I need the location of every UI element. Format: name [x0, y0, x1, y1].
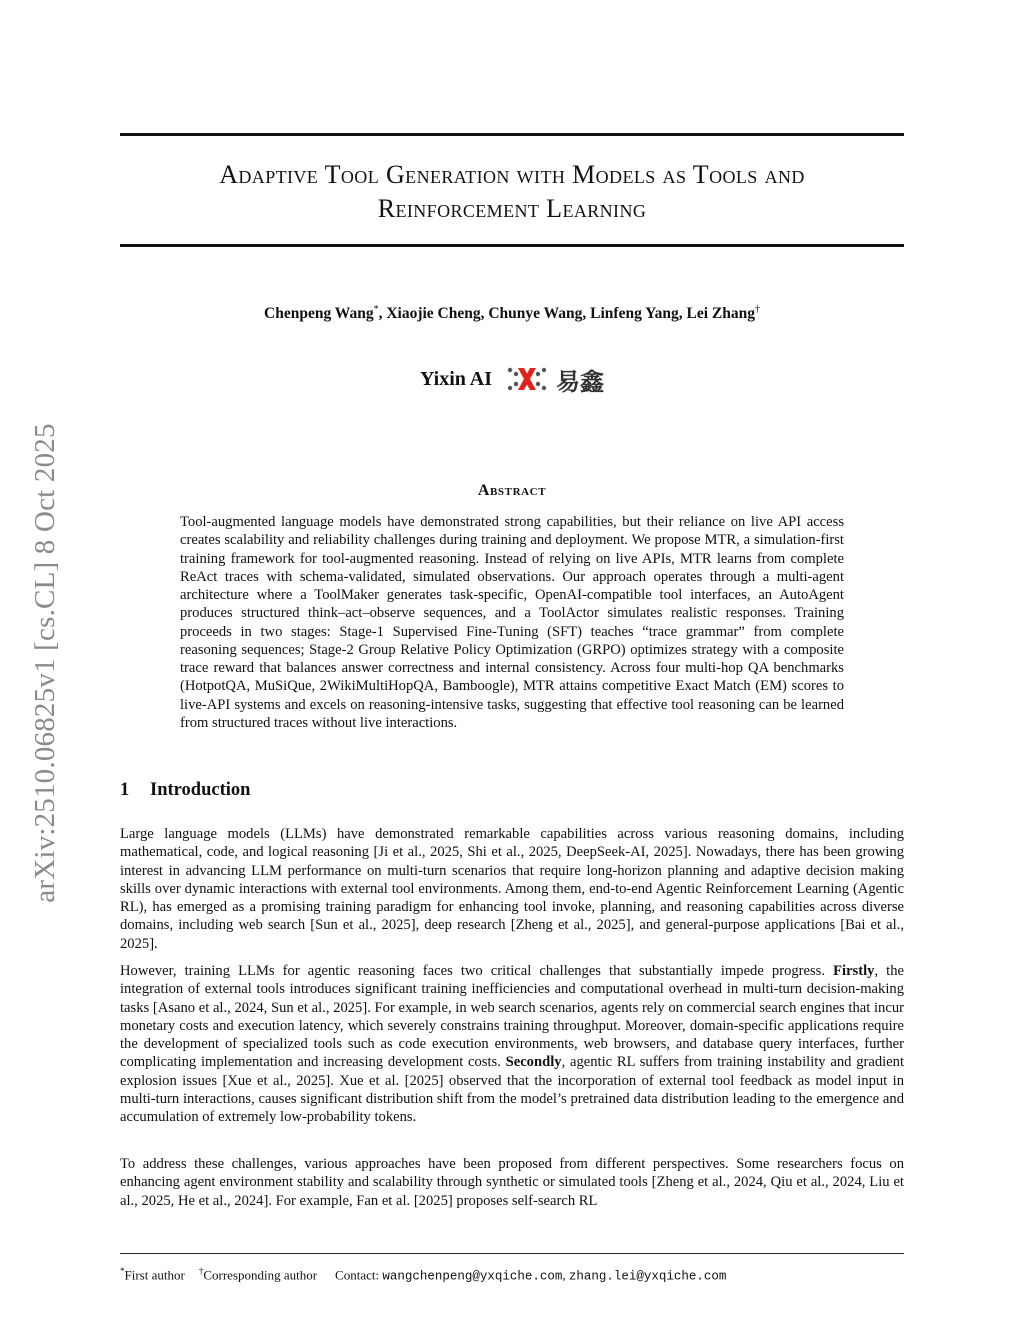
- affiliation: [120, 364, 904, 394]
- footnote-first-label: First author: [124, 1267, 185, 1283]
- paper-title: [120, 158, 904, 226]
- paragraph-2: [120, 962, 904, 1127]
- affiliation-name: Yixin AI: [419, 367, 493, 390]
- footnote-corr-mark: †: [198, 1266, 204, 1276]
- arxiv-identifier: arXiv:2510.06825v1 [cs.CL] 8 Oct 2025: [29, 423, 61, 903]
- footnote-email-1[interactable]: wangchenpeng@yxqiche.com: [382, 1269, 563, 1284]
- abstract-heading: Abstract: [477, 482, 547, 499]
- firstly-keyword: Firstly: [833, 963, 875, 979]
- author-others: , Xiaojie Cheng, Chunye Wang, Linfeng Yang, Lei Zhang: [378, 305, 755, 323]
- title-bottom-rule: [120, 244, 904, 247]
- yixin-x-logo-icon: [504, 364, 550, 394]
- author-first: Chenpeng Wang: [264, 305, 374, 323]
- paragraph-3: To address these challenges, various approaches have been proposed from different perspectives. Some researchers focus on enhancing agent environment stability and scalability through synthetic or simulated tools [Zheng et al., 2024, Qiu et al., 2024, Liu et al., 2025, He et al., 2024]. For example, Fan et al. [2025] proposes self-search RL: [120, 1156, 904, 1209]
- title-line-2: Reinforcement Learning: [377, 194, 647, 223]
- paragraph-2-part-b: , the integration of external tools introduces significant training inefficiencies and computational overhead in multi-turn decision-making tasks [Asano et al., 2024, Sun et al., 2025]. For example, in web search scenarios, agents rely on commercial search engines that incur monetary costs and execution latency, which severely constrains training throughput. Moreover, domain-specific applications require the development of specialized tools such as code execution environments, web browsers, and database query interfaces, further complicating implementation and increasing development costs.: [120, 963, 904, 1071]
- paragraph-2-part-a: However, training LLMs for agentic reasoning faces two critical challenges that substantially impede progress.: [120, 963, 834, 979]
- company-logo: [504, 362, 604, 397]
- footnote-contact-label: Contact:: [335, 1267, 383, 1283]
- section-title: Introduction: [150, 780, 251, 800]
- footnote-rule: [120, 1253, 904, 1254]
- first-author-mark: *: [373, 304, 379, 315]
- section-heading: [120, 780, 250, 801]
- author-list: [120, 304, 904, 323]
- footnote-corr-label: Corresponding author: [203, 1267, 318, 1283]
- logo-chinese-text: 易鑫: [556, 367, 605, 396]
- footnote-first-mark: *: [120, 1266, 125, 1276]
- footnote-email-sep: ,: [562, 1267, 569, 1283]
- footnote-email-2[interactable]: zhang.lei@yxqiche.com: [568, 1269, 727, 1284]
- paragraph-2-part-c: , agentic RL suffers from training instability and gradient explosion issues [Xue et al., 2025]. Xue et al. [2025] observed that the incorporation of external tool feedback as model input in multi-turn interactions, causes significant distribution shift from the model’s pretrained data distribution leading to the emergence and accumulation of extremely low-probability tokens.: [120, 1054, 905, 1126]
- paragraph-1: Large language models (LLMs) have demonstrated remarkable capabilities across various reasoning domains, including mathematical, code, and logical reasoning [Ji et al., 2025, Shi et al., 2025, DeepSeek-AI, 2025]. Nowadays, there has been growing interest in advancing LLM performance on multi-turn scenarios that require long-horizon planning and adaptive decision making skills over dynamic interactions with external tool environments. Among them, end-to-end Agentic Reinforcement Learning (Agentic RL), has emerged as a promising training paradigm for enhancing tool invoke, planning, and reasoning capabilities across diverse domains, including web search [Sun et al., 2025], deep research [Zheng et al., 2025], and general-purpose applications [Bai et al., 2025].: [120, 826, 904, 952]
- abstract-text: Tool-augmented language models have demonstrated strong capabilities, but their reliance on live API access creates scalability and reliability challenges during training and deployment. We propose MTR, a simulation-first training framework for tool-augmented reasoning. Instead of relying on live APIs, MTR learns from complete ReAct traces with schema-validated, simulated observations. Our approach operates through a multi-agent architecture where a ToolMaker generates task-specific, OpenAI-compatible tool interfaces, an AutoAgent produces structured think–act–observe sequences, and a ToolActor simulates realistic responses. Training proceeds in two stages: Stage-1 Supervised Fine-Tuning (SFT) teaches “trace grammar” from complete reasoning sequences; Stage-2 Group Relative Policy Optimization (GRPO) optimizes strategy with a composite trace reward that balances answer correctness and internal consistency. Across four multi-hop QA benchmarks (HotpotQA, MuSiQue, 2WikiMultiHopQA, Bamboogle), MTR attains competitive Exact Match (EM) scores to live-API systems and excels on reasoning-intensive tasks, suggesting that effective tool reasoning can be learned from structured traces without live interactions.: [180, 514, 844, 731]
- title-line-1: Adaptive Tool Generation with Models as Tools and: [219, 160, 805, 189]
- title-top-rule: [120, 133, 904, 136]
- secondly-keyword: Secondly: [505, 1054, 562, 1071]
- section-number: 1: [120, 780, 130, 800]
- corresponding-author-mark: †: [754, 304, 760, 315]
- footnote: [120, 1263, 904, 1285]
